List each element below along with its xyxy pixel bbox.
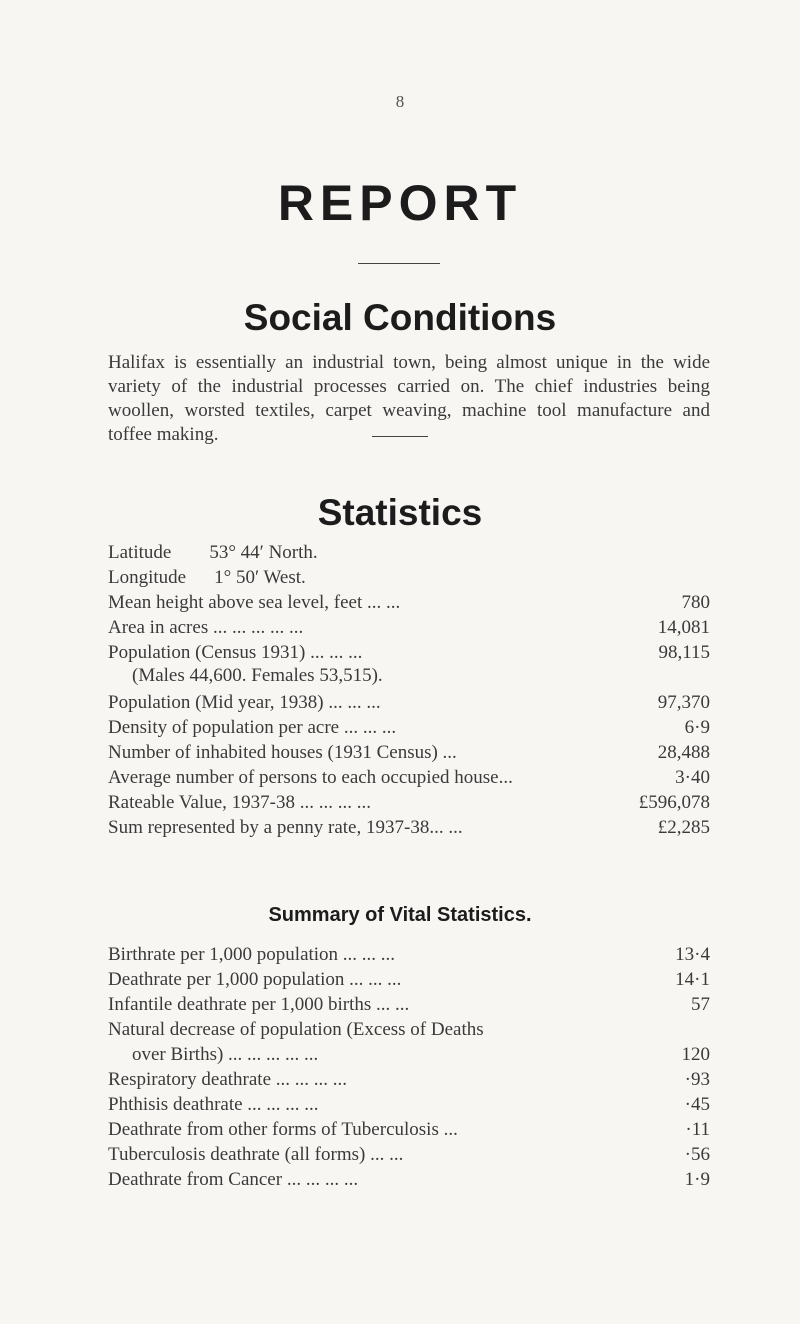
- vital-row: [108, 1092, 710, 1117]
- natural-decrease-value: 120: [681, 1044, 710, 1065]
- vital-value: ·93: [684, 1069, 710, 1090]
- stat-value: 28,488: [657, 742, 710, 763]
- stat-label: Density of population per acre ... ... ...: [108, 717, 397, 738]
- divider-rule: [358, 263, 440, 264]
- vital-row: [108, 1117, 710, 1142]
- divider-rule: [372, 436, 428, 437]
- longitude-value: 1° 50′ West.: [214, 567, 306, 588]
- vital-label: Deathrate from Cancer ... ... ... ...: [108, 1169, 359, 1190]
- stat-label: Number of inhabited houses (1931 Census) ...: [108, 742, 457, 763]
- stat-label: Sum represented by a penny rate, 1937-38... ...: [108, 817, 463, 838]
- vital-statistics-heading: Summary of Vital Statistics.: [268, 904, 532, 926]
- stat-value: 780: [681, 592, 710, 613]
- vital-row: [108, 1042, 710, 1067]
- report-title: REPORT: [277, 175, 523, 231]
- longitude-label: Longitude: [108, 567, 187, 588]
- stat-label: Population (Census 1931) ... ... ...: [108, 642, 363, 663]
- stat-value: £2,285: [657, 817, 710, 838]
- latitude-row: [108, 540, 710, 565]
- vital-row: [108, 967, 710, 992]
- stat-label: Rateable Value, 1937-38 ... ... ... ...: [108, 792, 371, 813]
- stat-label: Mean height above sea level, feet ... ...: [108, 592, 401, 613]
- latitude-label: Latitude: [108, 542, 172, 563]
- stat-row: [108, 615, 710, 640]
- vital-value: ·56: [684, 1144, 710, 1165]
- stat-row: [108, 590, 710, 615]
- vital-value: 57: [691, 994, 710, 1015]
- vital-row: [108, 1142, 710, 1167]
- social-conditions-heading: Social Conditions: [243, 297, 557, 338]
- vital-label: Deathrate from other forms of Tuberculosis ...: [108, 1119, 458, 1140]
- stat-row: [108, 740, 710, 765]
- stat-row: [108, 815, 710, 840]
- stat-row: [108, 640, 710, 665]
- stat-value: 3·40: [675, 767, 710, 788]
- vital-row: [108, 942, 710, 967]
- vital-value: ·11: [685, 1119, 710, 1140]
- vital-value: ·45: [684, 1094, 710, 1115]
- stat-label: Area in acres ... ... ... ... ...: [108, 617, 304, 638]
- stat-value: 97,370: [657, 692, 710, 713]
- vital-value: 13·4: [675, 944, 710, 965]
- page-number: 8: [395, 92, 405, 111]
- stat-label: Population (Mid year, 1938) ... ... ...: [108, 692, 381, 713]
- vital-statistics-list: [108, 942, 710, 1192]
- vital-label: Phthisis deathrate ... ... ... ...: [108, 1094, 319, 1115]
- vital-value: 14·1: [675, 969, 710, 990]
- social-conditions-paragraph: Halifax is essentially an industrial town, being almost unique in the wide variety of the industrial processes carried on. The chief industries being woollen, worsted textiles, carpet weaving, machine tool manufacture and toffee making.: [108, 352, 710, 445]
- longitude-row: [108, 565, 710, 590]
- latitude-value: 53° 44′ North.: [209, 542, 318, 563]
- statistics-heading: Statistics: [317, 492, 483, 533]
- vital-row-natural-decrease: [108, 1017, 710, 1042]
- stat-label: Average number of persons to each occupied house...: [108, 767, 513, 788]
- vital-row: [108, 992, 710, 1017]
- stat-value: 98,115: [658, 642, 710, 663]
- stat-row: [108, 690, 710, 715]
- natural-decrease-label: Natural decrease of population (Excess of Deaths: [108, 1019, 484, 1040]
- vital-label: Tuberculosis deathrate (all forms) ... ...: [108, 1144, 404, 1165]
- stat-row: [108, 790, 710, 815]
- vital-label: Respiratory deathrate ... ... ... ...: [108, 1069, 348, 1090]
- stat-value: 6·9: [684, 717, 710, 738]
- stat-value: £596,078: [638, 792, 710, 813]
- stat-row: [108, 765, 710, 790]
- stat-value: 14,081: [657, 617, 710, 638]
- vital-label: Deathrate per 1,000 population ... ... ...: [108, 969, 402, 990]
- vital-row: [108, 1067, 710, 1092]
- natural-decrease-label-cont: over Births) ... ... ... ... ...: [132, 1044, 319, 1065]
- stat-row: [108, 715, 710, 740]
- vital-value: 1·9: [684, 1169, 710, 1190]
- vital-label: Birthrate per 1,000 population ... ... ...: [108, 944, 396, 965]
- vital-row: [108, 1167, 710, 1192]
- statistics-list: [108, 540, 710, 840]
- vital-label: Infantile deathrate per 1,000 births ... ...: [108, 994, 410, 1015]
- population-note: (Males 44,600. Females 53,515).: [132, 665, 383, 686]
